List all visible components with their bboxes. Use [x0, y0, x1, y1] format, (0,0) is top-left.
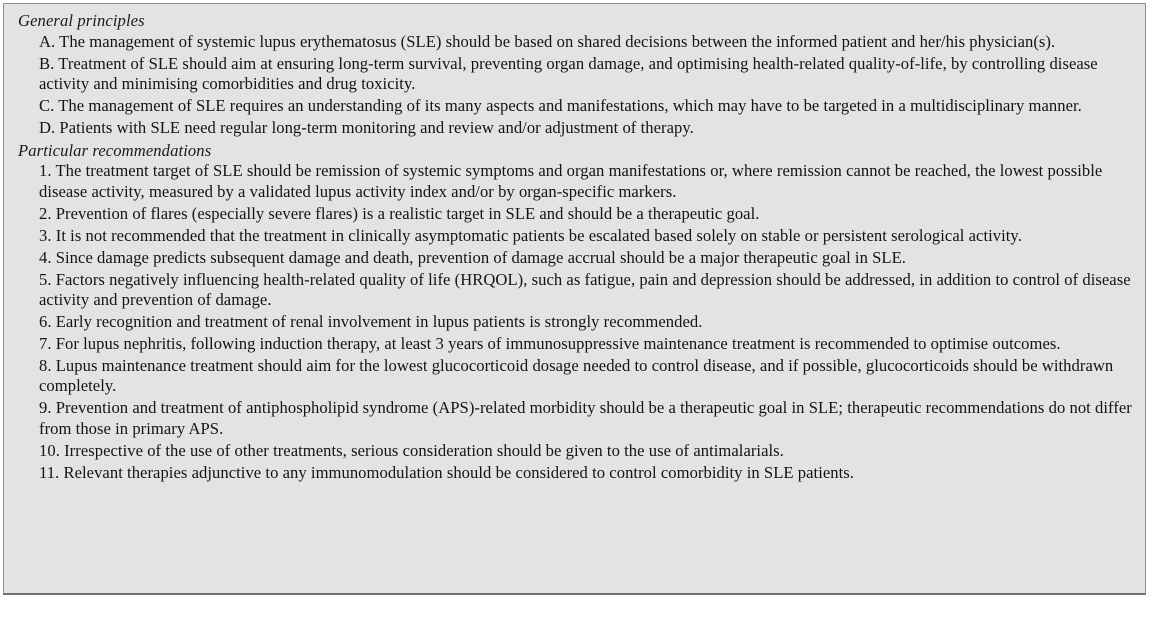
section-heading: Particular recommendations: [18, 140, 212, 160]
section-item-list: [18, 32, 1133, 139]
list-item: 3. It is not recommended that the treatment in clinically asymptomatic patients be escalated based solely on stable or persistent serological activity.: [39, 225, 1022, 245]
list-item: 1. The treatment target of SLE should be remission of systemic symptoms and organ manifestations or, where remission cannot be reached, the lowest possible disease activity, measured by a validated lupus activity index and/or by organ-specific markers.: [39, 161, 1103, 201]
list-item: D. Patients with SLE need regular long-term monitoring and review and/or adjustment of therapy.: [39, 118, 694, 138]
section-general-principles: [18, 11, 1133, 139]
list-item: C. The management of SLE requires an understanding of its many aspects and manifestations, which may have to be targeted in a multidisciplinary manner.: [39, 96, 1082, 116]
section-item-list: [18, 161, 1133, 483]
recommendations-panel: [3, 3, 1146, 595]
list-item: 9. Prevention and treatment of antiphospholipid syndrome (APS)-related morbidity should be a therapeutic goal in SLE; therapeutic recommendations do not differ from those in primary APS.: [39, 398, 1132, 438]
list-item: 11. Relevant therapies adjunctive to any immunomodulation should be considered to control comorbidity in SLE patients.: [39, 462, 854, 482]
section-particular-recommendations: [18, 141, 1133, 484]
list-item: 8. Lupus maintenance treatment should aim for the lowest glucocorticoid dosage needed to control disease, and if possible, glucocorticoids should be withdrawn completely.: [39, 355, 1114, 396]
list-item: 10. Irrespective of the use of other treatments, serious consideration should be given to the use of antimalarials.: [39, 440, 784, 460]
list-item: 7. For lupus nephritis, following induction therapy, at least 3 years of immunosuppressive maintenance treatment is recommended to optimise outcomes.: [39, 333, 1061, 353]
list-item: A. The management of systemic lupus erythematosus (SLE) should be based on shared decisions between the informed patient and her/his physician(s).: [39, 31, 1056, 51]
list-item: 4. Since damage predicts subsequent damage and death, prevention of damage accrual should be a major therapeutic goal in SLE.: [39, 247, 906, 267]
section-heading: General principles: [18, 11, 145, 30]
list-item: 6. Early recognition and treatment of renal involvement in lupus patients is strongly recommended.: [39, 311, 703, 331]
list-item: B. Treatment of SLE should aim at ensuring long-term survival, preventing organ damage, and optimising health-related quality-of-life, by controlling disease activity and minimising comorbidities and drug toxicity.: [39, 53, 1098, 94]
list-item: 5. Factors negatively influencing health-related quality of life (HRQOL), such as fatigue, pain and depression should be addressed, in addition to control of disease activity and prevention of damage.: [39, 269, 1131, 309]
list-item: 2. Prevention of flares (especially severe flares) is a realistic target in SLE and should be a therapeutic goal.: [39, 203, 760, 223]
